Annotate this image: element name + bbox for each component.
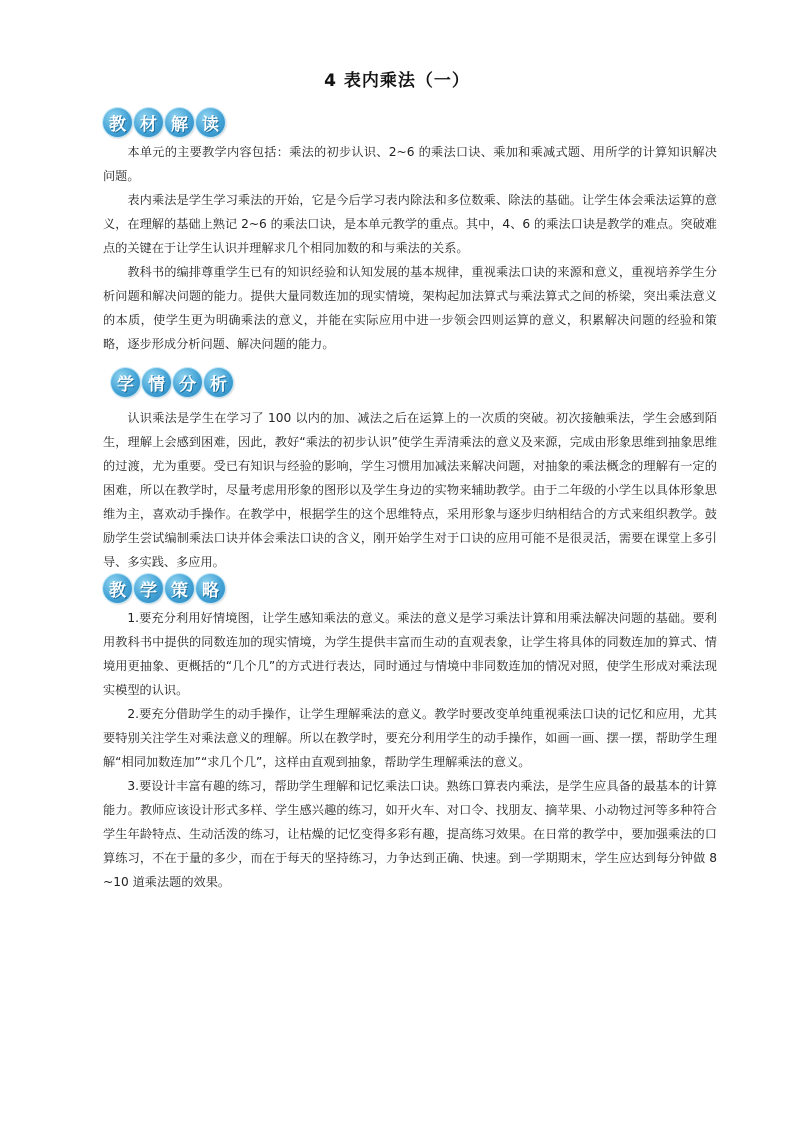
section-learning-analysis <box>103 366 717 574</box>
heading-char: 分 <box>173 368 202 397</box>
section-body <box>103 140 717 356</box>
paragraph: 认识乘法是学生在学习了 100 以内的加、减法之后在运算上的一次质的突破。初次接触乘法，学生会感到陌生，理解上会感到困难，因此，教好“乘法的初步认识”使学生弄清乘法的意义及来源，完成由形象思维到抽象思维的过渡，尤为重要。受已有知识与经验的影响，学生习惯用加减法来解决问题，对抽象的乘法概念的理解有一定的困难，所以在教学时，尽量考虑用形象的图形以及学生身边的实物来辅助教学。由于二年级的小学生以具体形象思维为主，喜欢动手操作。在教学中，根据学生的这个思维特点，采用形象与逐步归纳相结合的方式来组织教学。鼓励学生尝试编制乘法口诀并体会乘法口诀的含义，刚开始学生对于口诀的应用可能不是很灵活，需要在课堂上多引导、多实践、多应用。 <box>103 411 717 569</box>
heading-char: 教 <box>103 108 132 137</box>
heading-char: 析 <box>204 368 233 397</box>
section-body <box>103 406 717 574</box>
section-heading-badge <box>103 572 717 604</box>
heading-char: 略 <box>196 574 225 603</box>
heading-char: 读 <box>196 108 225 137</box>
paragraph: 2.要充分借助学生的动手操作，让学生理解乘法的意义。教学时要改变单纯重视乘法口诀的记忆和应用，尤其要特别关注学生对乘法意义的理解。所以在教学时，要充分利用学生的动手操作，如画一画、摆一摆，帮助学生理解“相同加数连加”“求几个几”，这样由直观到抽象，帮助学生理解乘法的意义。 <box>103 707 717 769</box>
paragraph: 1.要充分利用好情境图，让学生感知乘法的意义。乘法的意义是学习乘法计算和用乘法解决问题的基础。要利用教科书中提供的同数连加的现实情境，为学生提供丰富而生动的直观表象，让学生将具体的同数连加的算式、情境用更抽象、更概括的“几个几”的方式进行表达，同时通过与情境中非同数连加的情况对照，使学生形成对乘法现实模型的认识。 <box>103 611 717 697</box>
heading-char: 教 <box>103 574 132 603</box>
page-title: 4 表内乘法（一） <box>324 71 470 91</box>
heading-char: 解 <box>165 108 194 137</box>
section-textbook-reading <box>103 106 717 356</box>
paragraph: 教科书的编排尊重学生已有的知识经验和认知发展的基本规律，重视乘法口诀的来源和意义，重视培养学生分析问题和解决问题的能力。提供大量同数连加的现实情境，架构起加法算式与乘法算式之间的桥梁，突出乘法意义的本质，使学生更为明确乘法的意义，并能在实际应用中进一步领会四则运算的意义，积累解决问题的经验和策略，逐步形成分析问题、解决问题的能力。 <box>103 265 717 351</box>
section-body <box>103 606 717 894</box>
paragraph: 表内乘法是学生学习乘法的开始，它是今后学习表内除法和多位数乘、除法的基础。让学生体会乘法运算的意义，在理解的基础上熟记 2~6 的乘法口诀，是本单元教学的重点。其中，4、6 的乘法口诀是教学的难点。突破难点的关键在于让学生认识并理解求几个相同加数的和与乘法的关系。 <box>103 193 717 255</box>
section-heading-badge <box>111 366 717 398</box>
section-teaching-strategy <box>103 572 717 894</box>
heading-char: 学 <box>134 574 163 603</box>
section-heading-badge <box>103 106 717 138</box>
heading-char: 学 <box>111 368 140 397</box>
paragraph: 本单元的主要教学内容包括：乘法的初步认识、2~6 的乘法口诀、乘加和乘减式题、用所学的计算知识解决问题。 <box>103 145 717 183</box>
heading-char: 材 <box>134 108 163 137</box>
heading-char: 情 <box>142 368 171 397</box>
paragraph: 3.要设计丰富有趣的练习，帮助学生理解和记忆乘法口诀。熟练口算表内乘法，是学生应具备的最基本的计算能力。教师应该设计形式多样、学生感兴趣的练习，如开火车、对口令、找朋友、摘苹果、小动物过河等多种符合学生年龄特点、生动活泼的练习，让枯燥的记忆变得多彩有趣，提高练习效果。在日常的教学中，要加强乘法的口算练习，不在于量的多少，而在于每天的坚持练习，力争达到正确、快速。到一学期期末，学生应达到每分钟做 8~10 道乘法题的效果。 <box>103 779 717 889</box>
heading-char: 策 <box>165 574 194 603</box>
